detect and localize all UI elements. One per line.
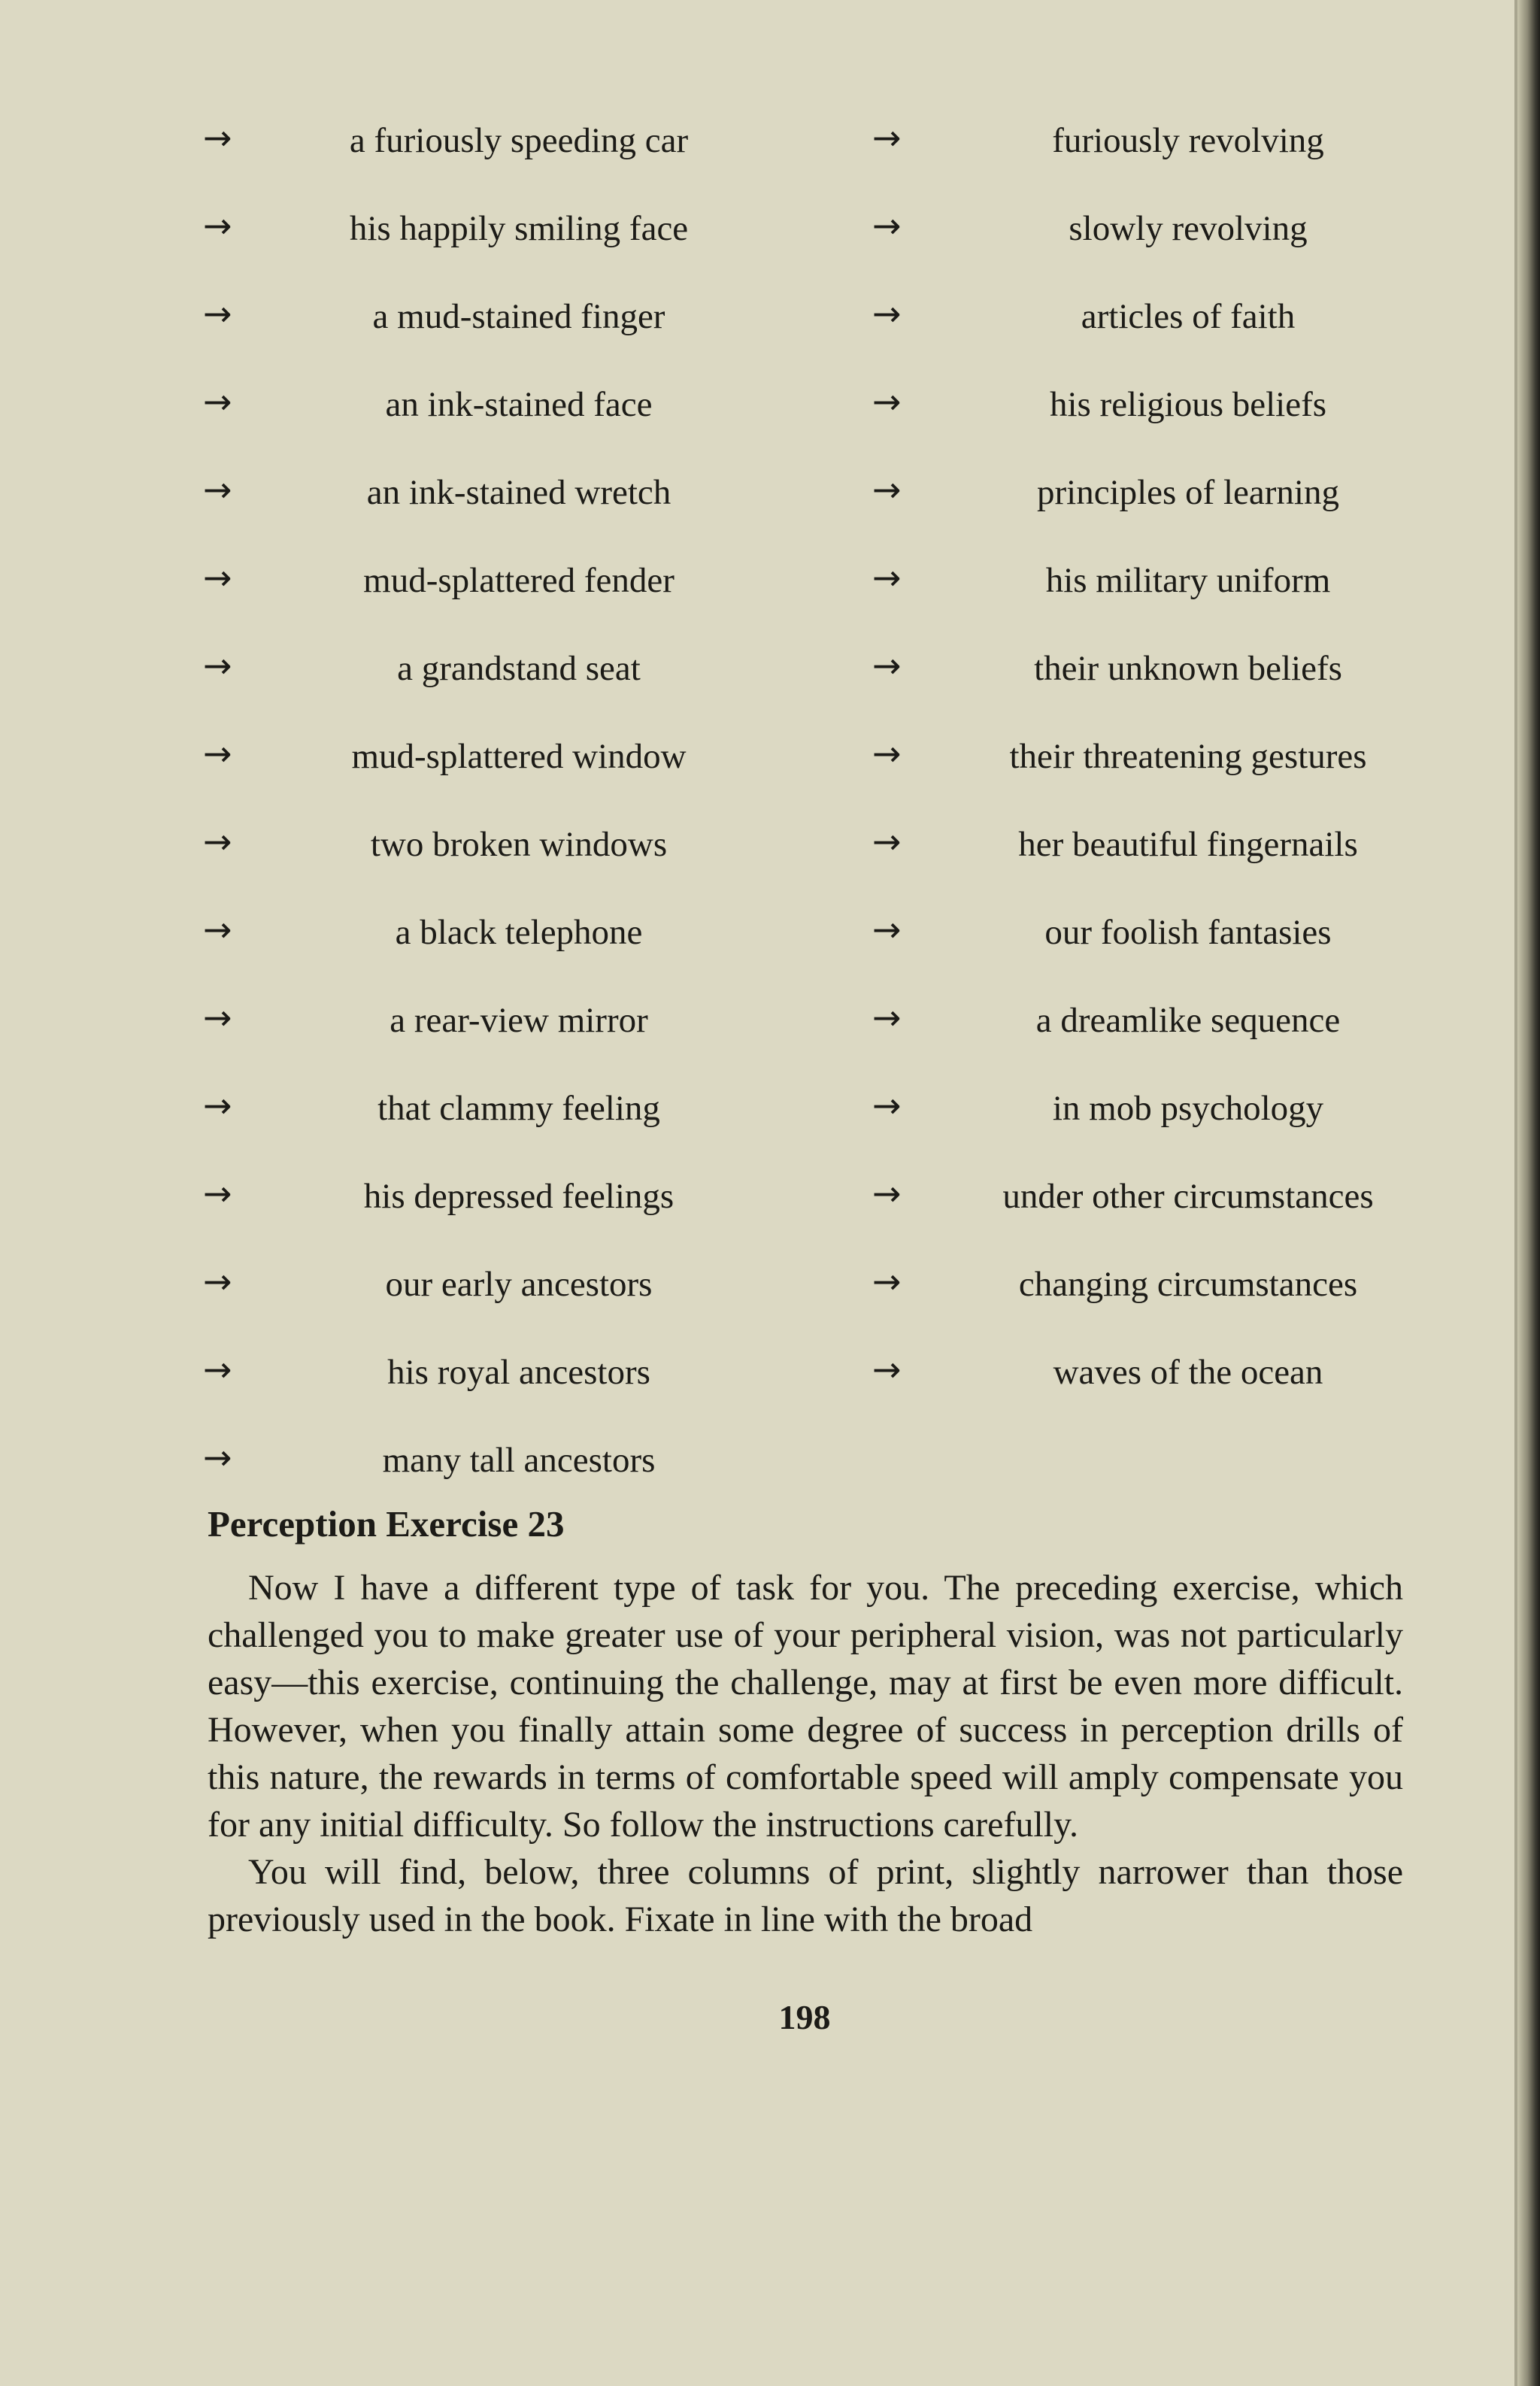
arrow-icon: → — [872, 821, 902, 862]
arrow-icon: → — [872, 205, 902, 246]
left-phrase: an ink-stained face — [385, 385, 653, 424]
right-row — [872, 1329, 1540, 1417]
right-phrase: a dreamlike sequence — [1035, 1001, 1341, 1040]
right-row — [872, 186, 1540, 274]
arrow-icon: → — [203, 645, 232, 686]
arrow-icon: → — [872, 1349, 902, 1390]
right-phrase: furiously revolving — [1052, 121, 1324, 160]
right-row — [872, 714, 1540, 802]
left-phrase-column — [203, 98, 880, 1505]
left-phrase: a grandstand seat — [397, 649, 641, 688]
left-phrase: his depressed feelings — [363, 1177, 675, 1216]
left-phrase: a black telephone — [395, 913, 643, 952]
left-phrase: many tall ancestors — [382, 1441, 656, 1480]
arrow-icon: → — [203, 1349, 232, 1390]
right-row — [872, 1154, 1540, 1242]
arrow-icon: → — [872, 645, 902, 686]
arrow-icon: → — [872, 733, 902, 774]
right-phrase: changing circumstances — [1018, 1265, 1358, 1304]
left-row — [203, 98, 880, 186]
left-phrase: that clammy feeling — [377, 1089, 660, 1128]
left-row — [203, 978, 880, 1066]
right-phrase: their threatening gestures — [1009, 737, 1367, 776]
arrow-icon: → — [203, 1173, 232, 1214]
page-number: 198 — [778, 1998, 831, 2036]
arrow-icon: → — [203, 117, 232, 158]
right-row — [872, 626, 1540, 714]
left-row — [203, 1242, 880, 1329]
right-phrase: under other circumstances — [1002, 1177, 1374, 1216]
right-phrase: waves of the ocean — [1053, 1353, 1323, 1392]
left-phrase: two broken windows — [370, 825, 668, 864]
right-row — [872, 978, 1540, 1066]
paragraph-2: You will find, below, three columns of print, slightly narrower than those previously used in the book. Fixate in line with the broad — [208, 1852, 1403, 1939]
arrow-icon: → — [203, 293, 232, 334]
left-row — [203, 362, 880, 450]
left-row — [203, 714, 880, 802]
right-phrase: his religious beliefs — [1049, 385, 1327, 424]
left-phrase: mud-splattered fender — [363, 561, 675, 600]
right-row — [872, 362, 1540, 450]
arrow-icon: → — [203, 381, 232, 422]
arrow-icon: → — [872, 1261, 902, 1302]
right-phrase: articles of faith — [1081, 297, 1296, 336]
arrow-icon: → — [203, 909, 232, 950]
arrow-icon: → — [872, 1173, 902, 1214]
right-row — [872, 1066, 1540, 1154]
arrow-icon: → — [872, 1085, 902, 1126]
left-row — [203, 802, 880, 890]
left-row — [203, 1329, 880, 1417]
arrow-icon: → — [203, 821, 232, 862]
left-row — [203, 1066, 880, 1154]
left-row — [203, 274, 880, 362]
left-row — [203, 1417, 880, 1505]
right-row — [872, 802, 1540, 890]
left-row — [203, 1154, 880, 1242]
left-phrase: our early ancestors — [385, 1265, 653, 1304]
left-phrase: his royal ancestors — [387, 1353, 650, 1392]
right-phrase: his military uniform — [1045, 561, 1331, 600]
left-row — [203, 186, 880, 274]
arrow-icon: → — [872, 997, 902, 1038]
arrow-icon: → — [872, 557, 902, 598]
left-phrase: mud-splattered window — [351, 737, 687, 776]
right-row — [872, 890, 1540, 978]
left-phrase: an ink-stained wretch — [366, 473, 671, 512]
body-text — [208, 1564, 1403, 1943]
right-row — [872, 538, 1540, 626]
paragraph-1: Now I have a different type of task for you. The preceding exercise, which challenged you to make greater use of your peripheral vision, was not particularly easy—this exercise, continuing the challenge, may at first be even more difficult. However, when you finally attain some degree of success in perception drills of this nature, the rewards in terms of comfortable speed will amply compensate you for any initial difficulty. So follow the instructions carefully. — [208, 1568, 1403, 1845]
right-phrase-column — [872, 98, 1540, 1417]
arrow-icon: → — [203, 1261, 232, 1302]
arrow-icon: → — [872, 469, 902, 510]
right-row — [872, 274, 1540, 362]
right-phrase: slowly revolving — [1069, 209, 1308, 248]
left-phrase: his happily smiling face — [349, 209, 689, 248]
left-row — [203, 538, 880, 626]
right-row — [872, 1242, 1540, 1329]
left-row — [203, 890, 880, 978]
left-phrase: a mud-stained finger — [372, 297, 665, 336]
arrow-icon: → — [203, 997, 232, 1038]
right-phrase: principles of learning — [1037, 473, 1339, 512]
left-phrase: a rear-view mirror — [390, 1001, 648, 1040]
arrow-icon: → — [203, 469, 232, 510]
arrow-icon: → — [872, 293, 902, 334]
right-row — [872, 450, 1540, 538]
right-phrase: our foolish fantasies — [1044, 913, 1332, 952]
right-phrase: her beautiful fingernails — [1018, 825, 1358, 864]
left-row — [203, 450, 880, 538]
arrow-icon: → — [203, 733, 232, 774]
arrow-icon: → — [203, 205, 232, 246]
left-row — [203, 626, 880, 714]
arrow-icon: → — [203, 1437, 232, 1478]
arrow-icon: → — [203, 1085, 232, 1126]
right-phrase: their unknown beliefs — [1034, 649, 1342, 688]
left-phrase: a furiously speeding car — [349, 121, 689, 160]
arrow-icon: → — [872, 381, 902, 422]
arrow-icon: → — [203, 557, 232, 598]
right-phrase: in mob psychology — [1052, 1089, 1324, 1128]
arrow-icon: → — [872, 117, 902, 158]
right-row — [872, 98, 1540, 186]
arrow-icon: → — [872, 909, 902, 950]
exercise-heading: Perception Exercise 23 — [208, 1503, 565, 1545]
